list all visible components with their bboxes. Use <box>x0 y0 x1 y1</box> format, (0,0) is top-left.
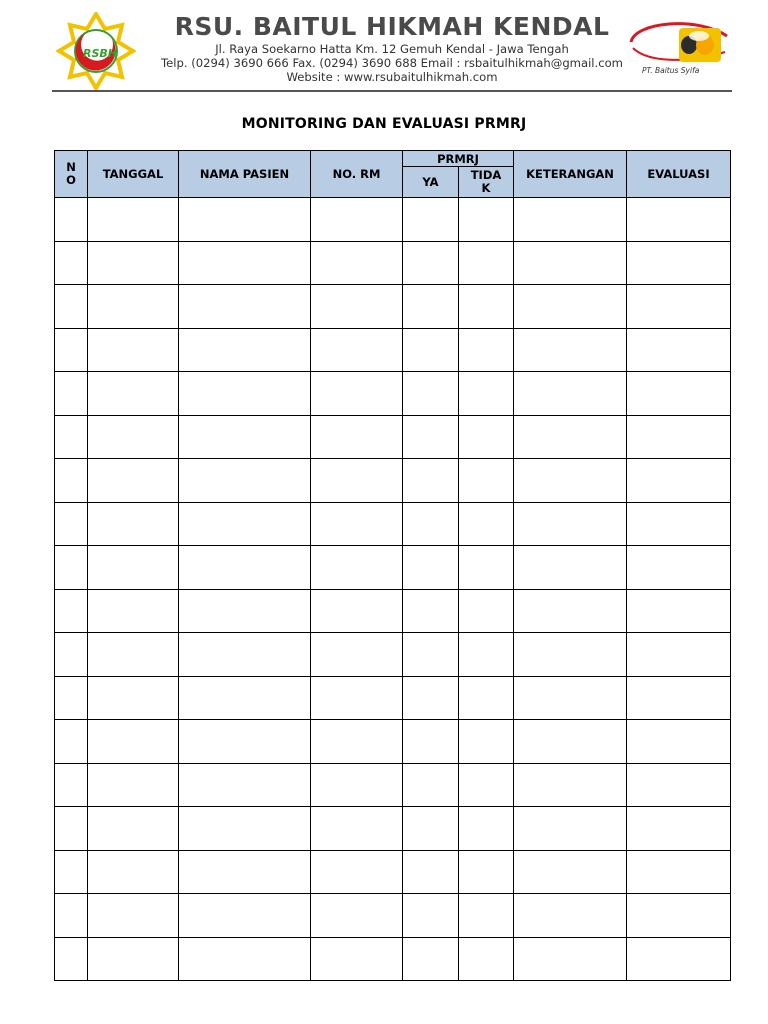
cell-tidak[interactable] <box>459 763 514 807</box>
cell-nama-pasien[interactable] <box>179 285 311 329</box>
cell-no[interactable] <box>55 894 88 938</box>
header-no-line2: O <box>66 173 76 187</box>
cell-tidak[interactable] <box>459 589 514 633</box>
cell-no-rm[interactable] <box>311 241 403 285</box>
letterhead-text <box>142 12 642 84</box>
table-row <box>55 415 731 459</box>
cell-tidak[interactable] <box>459 633 514 677</box>
cell-no-rm[interactable] <box>311 372 403 416</box>
cell-keterangan[interactable] <box>514 720 627 764</box>
cell-nama-pasien[interactable] <box>179 241 311 285</box>
cell-keterangan[interactable] <box>514 241 627 285</box>
cell-evaluasi[interactable] <box>627 763 731 807</box>
cell-tanggal[interactable] <box>88 502 179 546</box>
cell-nama-pasien[interactable] <box>179 937 311 981</box>
cell-no[interactable] <box>55 633 88 677</box>
hospital-address: Jl. Raya Soekarno Hatta Km. 12 Gemuh Kendal - Jawa Tengah <box>215 42 569 56</box>
cell-nama-pasien[interactable] <box>179 850 311 894</box>
cell-tanggal[interactable] <box>88 676 179 720</box>
table-body <box>55 198 731 981</box>
cell-evaluasi[interactable] <box>627 676 731 720</box>
cell-ya[interactable] <box>403 372 459 416</box>
cell-tidak[interactable] <box>459 415 514 459</box>
cell-tanggal[interactable] <box>88 589 179 633</box>
cell-tanggal[interactable] <box>88 894 179 938</box>
cell-no-rm[interactable] <box>311 720 403 764</box>
cell-tidak[interactable] <box>459 285 514 329</box>
cell-no[interactable] <box>55 589 88 633</box>
cell-ya[interactable] <box>403 328 459 372</box>
cell-tidak[interactable] <box>459 198 514 242</box>
cell-ya[interactable] <box>403 720 459 764</box>
cell-ya[interactable] <box>403 676 459 720</box>
cell-tanggal[interactable] <box>88 763 179 807</box>
cell-keterangan[interactable] <box>514 763 627 807</box>
table-row <box>55 763 731 807</box>
cell-nama-pasien[interactable] <box>179 198 311 242</box>
cell-no-rm[interactable] <box>311 546 403 590</box>
cell-tidak[interactable] <box>459 546 514 590</box>
cell-no-rm[interactable] <box>311 676 403 720</box>
cell-no[interactable] <box>55 850 88 894</box>
cell-keterangan[interactable] <box>514 198 627 242</box>
cell-ya[interactable] <box>403 546 459 590</box>
cell-keterangan[interactable] <box>514 676 627 720</box>
cell-no[interactable] <box>55 937 88 981</box>
cell-tidak[interactable] <box>459 241 514 285</box>
cell-keterangan[interactable] <box>514 285 627 329</box>
cell-nama-pasien[interactable] <box>179 720 311 764</box>
letterhead-divider <box>52 90 732 92</box>
cell-evaluasi[interactable] <box>627 546 731 590</box>
cell-tanggal[interactable] <box>88 720 179 764</box>
cell-nama-pasien[interactable] <box>179 763 311 807</box>
cell-no[interactable] <box>55 459 88 503</box>
cell-ya[interactable] <box>403 502 459 546</box>
cell-tidak[interactable] <box>459 676 514 720</box>
cell-tanggal[interactable] <box>88 937 179 981</box>
cell-evaluasi[interactable] <box>627 894 731 938</box>
cell-no-rm[interactable] <box>311 894 403 938</box>
cell-keterangan[interactable] <box>514 372 627 416</box>
table-row <box>55 937 731 981</box>
cell-evaluasi[interactable] <box>627 198 731 242</box>
cell-evaluasi[interactable] <box>627 285 731 329</box>
hospital-contact: Telp. (0294) 3690 666 Fax. (0294) 3690 688 Email : rsbaitulhikmah@gmail.com <box>161 56 623 70</box>
cell-evaluasi[interactable] <box>627 807 731 851</box>
cell-ya[interactable] <box>403 198 459 242</box>
table-row <box>55 459 731 503</box>
cell-no[interactable] <box>55 372 88 416</box>
header-tanggal: TANGGAL <box>88 151 179 198</box>
cell-evaluasi[interactable] <box>627 589 731 633</box>
cell-no-rm[interactable] <box>311 937 403 981</box>
cell-keterangan[interactable] <box>514 807 627 851</box>
cell-tanggal[interactable] <box>88 459 179 503</box>
cell-no[interactable] <box>55 415 88 459</box>
cell-tanggal[interactable] <box>88 850 179 894</box>
table-row <box>55 241 731 285</box>
cell-evaluasi[interactable] <box>627 328 731 372</box>
header-no <box>55 151 88 198</box>
cell-no-rm[interactable] <box>311 198 403 242</box>
cell-nama-pasien[interactable] <box>179 502 311 546</box>
cell-tanggal[interactable] <box>88 328 179 372</box>
cell-tidak[interactable] <box>459 937 514 981</box>
cell-tidak[interactable] <box>459 894 514 938</box>
cell-no[interactable] <box>55 502 88 546</box>
cell-ya[interactable] <box>403 850 459 894</box>
cell-ya[interactable] <box>403 807 459 851</box>
cell-no[interactable] <box>55 328 88 372</box>
cell-tidak[interactable] <box>459 720 514 764</box>
table-row <box>55 502 731 546</box>
cell-evaluasi[interactable] <box>627 633 731 677</box>
cell-tanggal[interactable] <box>88 241 179 285</box>
cell-ya[interactable] <box>403 589 459 633</box>
cell-evaluasi[interactable] <box>627 241 731 285</box>
cell-tidak[interactable] <box>459 850 514 894</box>
cell-ya[interactable] <box>403 633 459 677</box>
cell-evaluasi[interactable] <box>627 720 731 764</box>
table-row <box>55 676 731 720</box>
cell-tanggal[interactable] <box>88 415 179 459</box>
cell-keterangan[interactable] <box>514 850 627 894</box>
cell-ya[interactable] <box>403 937 459 981</box>
cell-no[interactable] <box>55 241 88 285</box>
cell-nama-pasien[interactable] <box>179 807 311 851</box>
cell-tanggal[interactable] <box>88 633 179 677</box>
table-row <box>55 720 731 764</box>
cell-no[interactable] <box>55 807 88 851</box>
cell-ya[interactable] <box>403 459 459 503</box>
cell-evaluasi[interactable] <box>627 502 731 546</box>
cell-no[interactable] <box>55 546 88 590</box>
cell-no-rm[interactable] <box>311 328 403 372</box>
cell-no-rm[interactable] <box>311 807 403 851</box>
monitoring-table <box>54 150 731 981</box>
cell-ya[interactable] <box>403 241 459 285</box>
table-row <box>55 372 731 416</box>
hospital-logo <box>56 12 136 90</box>
cell-evaluasi[interactable] <box>627 372 731 416</box>
table-row <box>55 807 731 851</box>
cell-no-rm[interactable] <box>311 589 403 633</box>
cell-no-rm[interactable] <box>311 459 403 503</box>
cell-no-rm[interactable] <box>311 763 403 807</box>
cell-nama-pasien[interactable] <box>179 894 311 938</box>
cell-tanggal[interactable] <box>88 198 179 242</box>
cell-tanggal[interactable] <box>88 372 179 416</box>
table-row <box>55 285 731 329</box>
header-prmrj: PRMRJ <box>403 151 514 167</box>
cell-nama-pasien[interactable] <box>179 633 311 677</box>
cell-no-rm[interactable] <box>311 415 403 459</box>
cell-keterangan[interactable] <box>514 894 627 938</box>
cell-no-rm[interactable] <box>311 633 403 677</box>
cell-no[interactable] <box>55 720 88 764</box>
cell-ya[interactable] <box>403 285 459 329</box>
cell-tanggal[interactable] <box>88 546 179 590</box>
cell-keterangan[interactable] <box>514 459 627 503</box>
cell-no-rm[interactable] <box>311 850 403 894</box>
logo-left-text: RSBH <box>83 47 117 60</box>
document-title: MONITORING DAN EVALUASI PRMRJ <box>241 116 527 132</box>
table-row <box>55 546 731 590</box>
cell-evaluasi[interactable] <box>627 459 731 503</box>
cell-keterangan[interactable] <box>514 633 627 677</box>
table-row <box>55 850 731 894</box>
header-no-rm: NO. RM <box>311 151 403 198</box>
hospital-website: Website : www.rsubaitulhikmah.com <box>286 70 498 84</box>
cell-tidak[interactable] <box>459 372 514 416</box>
cell-tidak[interactable] <box>459 328 514 372</box>
cell-tanggal[interactable] <box>88 285 179 329</box>
cell-no[interactable] <box>55 763 88 807</box>
cell-evaluasi[interactable] <box>627 937 731 981</box>
cell-nama-pasien[interactable] <box>179 328 311 372</box>
cell-nama-pasien[interactable] <box>179 459 311 503</box>
cell-nama-pasien[interactable] <box>179 546 311 590</box>
header-keterangan: KETERANGAN <box>514 151 627 198</box>
table-row <box>55 589 731 633</box>
cell-keterangan[interactable] <box>514 502 627 546</box>
cell-no[interactable] <box>55 285 88 329</box>
cell-nama-pasien[interactable] <box>179 372 311 416</box>
cell-no-rm[interactable] <box>311 502 403 546</box>
cell-ya[interactable] <box>403 763 459 807</box>
cell-keterangan[interactable] <box>514 937 627 981</box>
table-row <box>55 328 731 372</box>
cell-ya[interactable] <box>403 415 459 459</box>
cell-no[interactable] <box>55 198 88 242</box>
header-nama-pasien: NAMA PASIEN <box>179 151 311 198</box>
table-row <box>55 198 731 242</box>
cell-evaluasi[interactable] <box>627 415 731 459</box>
header-ya: YA <box>403 167 459 198</box>
cell-keterangan[interactable] <box>514 546 627 590</box>
header-tidak-line2: K <box>481 181 491 195</box>
cell-no-rm[interactable] <box>311 285 403 329</box>
cell-tidak[interactable] <box>459 502 514 546</box>
cell-keterangan[interactable] <box>514 415 627 459</box>
cell-tidak[interactable] <box>459 459 514 503</box>
header-tidak <box>459 167 514 198</box>
cell-nama-pasien[interactable] <box>179 676 311 720</box>
cell-tanggal[interactable] <box>88 807 179 851</box>
header-evaluasi: EVALUASI <box>627 151 731 198</box>
cell-no[interactable] <box>55 676 88 720</box>
table-row <box>55 633 731 677</box>
letterhead <box>52 10 732 90</box>
cell-nama-pasien[interactable] <box>179 415 311 459</box>
table-row <box>55 894 731 938</box>
header-no-line1: N <box>66 160 76 174</box>
cell-keterangan[interactable] <box>514 589 627 633</box>
cell-evaluasi[interactable] <box>627 850 731 894</box>
cell-keterangan[interactable] <box>514 328 627 372</box>
cell-tidak[interactable] <box>459 807 514 851</box>
hospital-name: RSU. BAITUL HIKMAH KENDAL <box>174 12 610 41</box>
cell-ya[interactable] <box>403 894 459 938</box>
header-tidak-line1: TIDA <box>470 168 502 182</box>
company-caption: PT. Baitus Syifa <box>642 66 700 75</box>
cell-nama-pasien[interactable] <box>179 589 311 633</box>
